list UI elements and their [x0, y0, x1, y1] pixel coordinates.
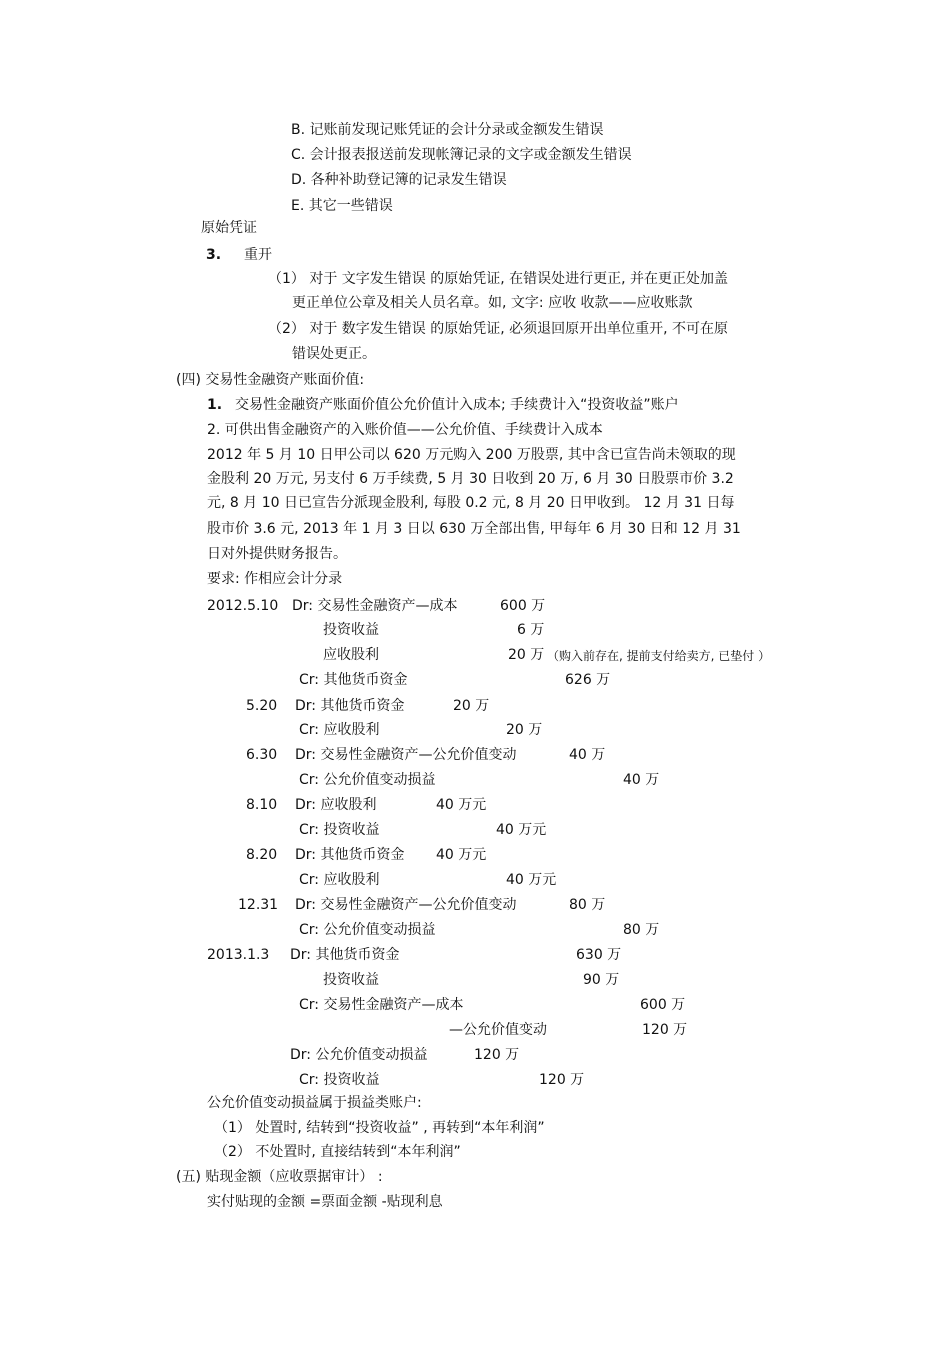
- entry-date: 2013.1.3: [207, 947, 270, 963]
- credit-amount: 626 万: [565, 672, 611, 688]
- entry-date: 5.20: [246, 698, 278, 714]
- credit-amount: 20 万: [506, 722, 543, 738]
- credit-amount: 40 万: [623, 772, 660, 788]
- credit-amount: 40 万元: [496, 822, 547, 838]
- debit-amount: 40 万元: [436, 847, 487, 863]
- debit-account: Dr: 公允价值变动损益: [290, 1047, 428, 1063]
- entry-date: 6.30: [246, 747, 278, 763]
- section-5-heading: (五) 贴现金额（应收票据审计） :: [176, 1169, 383, 1185]
- credit-account: Cr: 应收股利: [299, 872, 380, 888]
- credit-account: Cr: 公允价值变动损益: [299, 922, 436, 938]
- credit-amount: 40 万元: [506, 872, 557, 888]
- debit-amount: 20 万: [508, 647, 545, 663]
- debit-amount: 40 万: [569, 747, 606, 763]
- debit-amount: 600 万: [500, 598, 546, 614]
- item-3-number: 3.: [206, 247, 222, 263]
- case-line-1: 2012 年 5 月 10 日甲公司以 620 万元购入 200 万股票, 其中含已宣告尚未领取的现: [207, 447, 736, 463]
- case-line-3: 元, 8 月 10 日已宣告分派现金股利, 每股 0.2 元, 8 月 20 日甲收到。 12 月 31 日每: [207, 495, 735, 511]
- debit-amount: 630 万: [576, 947, 622, 963]
- debit-amount: 80 万: [569, 897, 606, 913]
- credit-account: Cr: 投资收益: [299, 1072, 380, 1088]
- debit-amount: 40 万元: [436, 797, 487, 813]
- section-4-item-2: 2. 可供出售金融资产的入账价值——公允价值、手续费计入成本: [207, 422, 603, 438]
- error-item-e: E. 其它一些错误: [291, 198, 393, 214]
- entry-date: 8.10: [246, 797, 278, 813]
- case-line-2: 金股利 20 万元, 另支付 6 万手续费, 5 月 30 日收到 20 万, 6 月 30 日股票市价 3.2: [207, 471, 734, 487]
- debit-account: 投资收益: [323, 972, 379, 988]
- fair-value-note-2: （2） 不处置时, 直接结转到“本年利润”: [214, 1144, 461, 1160]
- debit-account: Dr: 应收股利: [295, 797, 377, 813]
- debit-account: 投资收益: [323, 622, 379, 638]
- section-4-heading: (四) 交易性金融资产账面价值:: [176, 372, 365, 388]
- original-voucher-heading: 原始凭证: [201, 220, 257, 236]
- section-4-item-1-text: 交易性金融资产账面价值公允价值计入成本; 手续费计入“投资收益”账户: [235, 397, 679, 413]
- credit-account: Cr: 投资收益: [299, 822, 380, 838]
- debit-account: Dr: 其他货币资金: [295, 698, 405, 714]
- debit-account: Dr: 其他货币资金: [295, 847, 405, 863]
- credit-account: Cr: 应收股利: [299, 722, 380, 738]
- credit-account: —公允价值变动: [449, 1022, 547, 1038]
- voucher-rule-2-line-2: 错误处更正。: [292, 346, 376, 362]
- debit-account: 应收股利: [323, 647, 379, 663]
- debit-account: Dr: 交易性金融资产—公允价值变动: [295, 747, 517, 763]
- entry-date: 12.31: [238, 897, 279, 913]
- fair-value-note-1: （1） 处置时, 结转到“投资收益” , 再转到“本年利润”: [214, 1120, 545, 1136]
- fair-value-note-title: 公允价值变动损益属于损益类账户:: [207, 1095, 422, 1111]
- entry-note: （购入前存在, 提前支付给卖方, 已垫付 ）: [547, 649, 771, 663]
- entry-date: 2012.5.10: [207, 598, 279, 614]
- debit-account: Dr: 其他货币资金: [290, 947, 400, 963]
- section-4-item-1-number: 1.: [207, 397, 223, 413]
- error-item-c: C. 会计报表报送前发现帐簿记录的文字或金额发生错误: [291, 147, 632, 163]
- credit-account: Cr: 交易性金融资产—成本: [299, 997, 464, 1013]
- debit-account: Dr: 交易性金融资产—成本: [292, 598, 458, 614]
- debit-account: Dr: 交易性金融资产—公允价值变动: [295, 897, 517, 913]
- debit-amount: 6 万: [517, 622, 545, 638]
- credit-amount: 600 万: [640, 997, 686, 1013]
- voucher-rule-2-line-1: （2） 对于 数字发生错误 的原始凭证, 必须退回原开出单位重开, 不可在原: [268, 321, 729, 337]
- credit-amount: 80 万: [623, 922, 660, 938]
- voucher-rule-1-line-1: （1） 对于 文字发生错误 的原始凭证, 在错误处进行更正, 并在更正处加盖: [268, 271, 729, 287]
- debit-amount: 90 万: [583, 972, 620, 988]
- credit-account: Cr: 公允价值变动损益: [299, 772, 436, 788]
- item-3-text: 重开: [244, 247, 272, 263]
- voucher-rule-1-line-2: 更正单位公章及相关人员名章。如, 文字: 应收 收款——应收账款: [292, 295, 693, 311]
- error-item-d: D. 各种补助登记簿的记录发生错误: [291, 172, 507, 188]
- requirement: 要求: 作相应会计分录: [207, 571, 343, 587]
- discount-formula: 实付贴现的金额 =票面金额 -贴现利息: [207, 1194, 443, 1210]
- debit-amount: 20 万: [453, 698, 490, 714]
- entry-date: 8.20: [246, 847, 278, 863]
- credit-amount: 120 万: [539, 1072, 585, 1088]
- debit-amount: 120 万: [474, 1047, 520, 1063]
- case-line-5: 日对外提供财务报告。: [207, 546, 347, 562]
- credit-amount: 120 万: [642, 1022, 688, 1038]
- credit-account: Cr: 其他货币资金: [299, 672, 408, 688]
- case-line-4: 股市价 3.6 元, 2013 年 1 月 3 日以 630 万全部出售, 甲每年 6 月 30 日和 12 月 31: [207, 521, 741, 537]
- error-item-b: B. 记账前发现记账凭证的会计分录或金额发生错误: [291, 122, 604, 138]
